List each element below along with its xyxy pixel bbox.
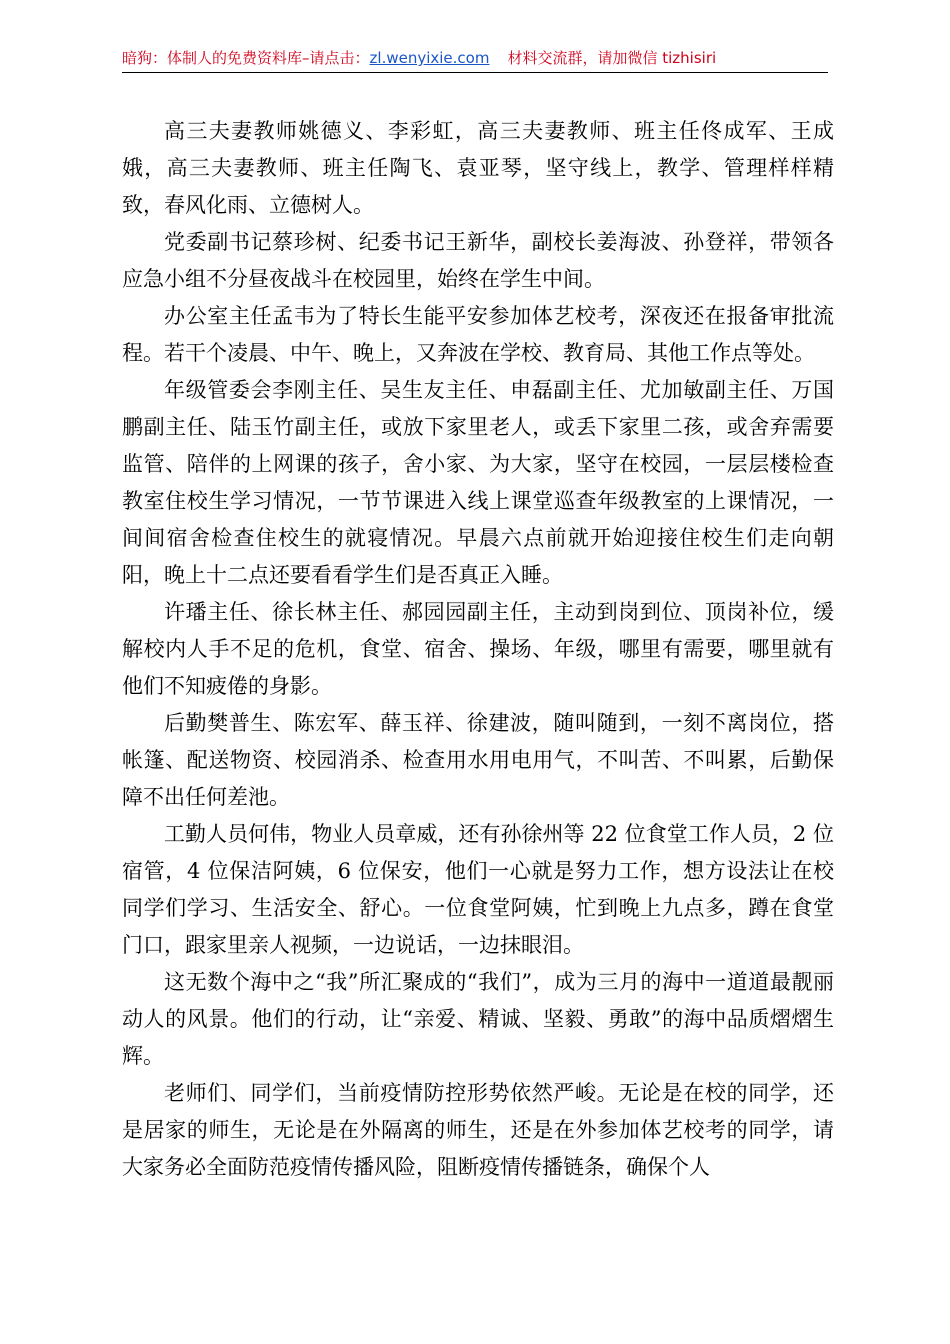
paragraph: 党委副书记蔡珍树、纪委书记王新华，副校长姜海波、孙登祥，带领各应急小组不分昼夜战斗在校园里，始终在学生中间。 (122, 230, 834, 291)
header-link[interactable]: zl.wenyixie.com (369, 49, 490, 67)
header-wechat: 材料交流群，请加微信 tizhisiri (507, 49, 717, 67)
paragraph: 年级管委会李刚主任、吴生友主任、申磊副主任、尤加敏副主任、万国鹏副主任、陆玉竹副主任，或放下家里老人，或丢下家里二孩，或舍弃需要监管、陪伴的上网课的孩子，舍小家、为大家，坚守在校园，一层层楼检查教室住校生学习情况，一节节课进入线上课堂巡查年级教室的上课情况，一间间宿舍检查住校生的就寝情况。早晨六点前就开始迎接住校生们走向朝阳，晚上十二点还要看看学生们是否真正入睡。 (122, 378, 834, 587)
paragraph: 办公室主任孟韦为了特长生能平安参加体艺校考，深夜还在报备审批流程。若干个凌晨、中午、晚上，又奔波在学校、教育局、其他工作点等处。 (122, 304, 834, 365)
paragraph: 工勤人员何伟，物业人员章威，还有孙徐州等 22 位食堂工作人员，2 位宿管，4 位保洁阿姨，6 位保安，他们一心就是努力工作，想方设法让在校同学们学习、生活安全、舒心。一位食堂阿姨，忙到晚上九点多，蹲在食堂门口，跟家里亲人视频，一边说话，一边抹眼泪。 (122, 822, 834, 957)
paragraph: 高三夫妻教师姚德义、李彩虹，高三夫妻教师、班主任佟成军、王成娥，高三夫妻教师、班主任陶飞、袁亚琴，坚守线上，教学、管理样样精致，春风化雨、立德树人。 (122, 119, 834, 217)
header-brand: 暗狗：体制人的免费资料库 (122, 49, 303, 67)
paragraph: 许璠主任、徐长林主任、郝园园副主任，主动到岗到位、顶岗补位，缓解校内人手不足的危机，食堂、宿舍、操场、年级，哪里有需要，哪里就有他们不知疲倦的身影。 (122, 600, 834, 698)
document-body (122, 113, 834, 1186)
paragraph: 老师们、同学们，当前疫情防控形势依然严峻。无论是在校的同学，还是居家的师生，无论是在外隔离的师生，还是在外参加体艺校考的同学，请大家务必全面防范疫情传播风险，阻断疫情传播链条，确保个人 (122, 1081, 834, 1179)
header-prompt: –请点击： (302, 49, 370, 67)
page-header (122, 44, 828, 73)
paragraph: 后勤樊普生、陈宏军、薛玉祥、徐建波，随叫随到，一刻不离岗位，搭帐篷、配送物资、校园消杀、检查用水用电用气，不叫苦、不叫累，后勤保障不出任何差池。 (122, 711, 834, 809)
paragraph: 这无数个海中之“我”所汇聚成的“我们”，成为三月的海中一道道最靓丽动人的风景。他们的行动，让“亲爱、精诚、坚毅、勇敢”的海中品质熠熠生辉。 (122, 970, 834, 1068)
